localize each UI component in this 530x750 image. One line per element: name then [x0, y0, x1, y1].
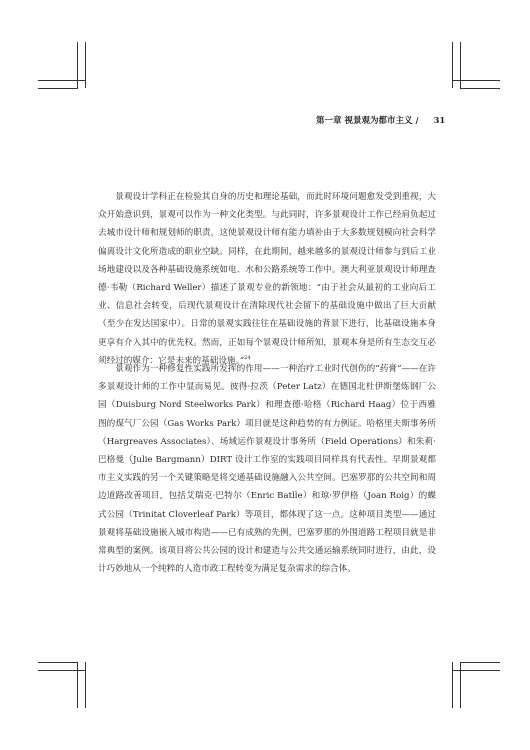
running-header [316, 114, 446, 126]
paragraph-2-text: 景观作为一种修复性实践所发挥的作用——一种治疗工业时代创伤的“药膏”——在许多景观设计师的工作中显而易见。彼得·拉茨（Peter Latz）在德国北杜伊斯堡炼钢厂公园（Duisburg Nord Steelworks Park）和理查德·哈格（Richard Haag）位于西雅图的煤气厂公园（Gas Works Park）项目就是这种趋势的有力例证。哈格里夫斯事务所（Hargreaves Associates）、场域运作景观设计事务所（Field Operations）和朱莉·巴格曼（Julie Bargmann）DIRT 设计工作室的实践项目同样具有代表性。早期景观都市主义实践的另一个关键策略是将交通基础设施融入公共空间。巴塞罗那的公共空间和周边道路改善项目，包括艾瑞克·巴特尔（Enric Batlle）和琼·罗伊格（Joan Roig）的蝶式公园（Trinitat Cloverleaf Park）等项目，都体现了这一点。这种项目类型——通过景观将基础设施嵌入城市构造——已有成熟的先例，巴塞罗那的外围道路工程项目就是非常典型的案例。该项目将公共公园的设计和建造与公共交通运输系统同时进行，由此，设计巧妙地从一个纯粹的人造市政工程转变为满足复杂需求的综合体。 [98, 364, 436, 575]
crop-mark-top-left-h [38, 80, 86, 81]
crop-mark-top-right-v [452, 42, 453, 88]
body-paragraph-1-block [98, 188, 436, 370]
crop-mark-bottom-right-v [452, 662, 453, 708]
crop-mark-top-right-h [452, 80, 500, 81]
crop-mark-bottom-right-v2 [460, 662, 461, 708]
crop-mark-top-left-h2 [38, 88, 78, 89]
body-paragraph-1 [98, 188, 436, 370]
chapter-title: 第一章 视景观为都市主义 [316, 116, 413, 126]
page-number: 31 [433, 116, 446, 126]
crop-mark-top-left-v [77, 42, 78, 88]
crop-mark-bottom-left-v [77, 662, 78, 708]
crop-mark-bottom-left-h [38, 662, 78, 663]
crop-mark-bottom-right-h2 [452, 670, 500, 671]
body-paragraph-2 [98, 360, 436, 578]
crop-mark-top-right-v2 [460, 42, 461, 88]
crop-mark-bottom-left-v2 [85, 662, 86, 708]
crop-mark-bottom-right-h [460, 662, 500, 663]
paragraph-1-text: 景观设计学科正在检验其自身的历史和理论基础，而此时环境问题愈发受到重视，大众开始意识到，景观可以作为一种文化类型。与此同时，许多景观设计工作已经肩负起过去城市设计师和规划师的职责，这使景观设计师有能力填补由于大多数规划模向社会科学偏离设计文化所造成的职业空缺。同样，在此期间，越来越多的景观设计师参与到后工业场地建设以及各种基础设施系统如电、水和公路系统等工作中。澳大利亚景观设计师理查德·韦勒（Richard Weller）描述了景观专业的新领地：“由于社会从最初的工业向后工业、信息社会转变，后现代景观设计在清除现代社会留下的基础设施中做出了巨大贡献（至少在发达国家中）。日常的景观实践往往在基础设施的背景下进行，比基础设施本身更享有介入其中的优先权。然而，正如每个景观设计师所知，景观本身是所有生态交互必须经过的媒介：它是未来的基础设施。” [98, 192, 436, 366]
body-paragraph-2-block [98, 360, 436, 578]
footnote-ref-24: 24 [244, 354, 251, 361]
crop-mark-top-right-h2 [460, 88, 500, 89]
crop-mark-bottom-left-h2 [38, 670, 86, 671]
header-separator: / [415, 116, 419, 126]
crop-mark-top-left-v2 [85, 42, 86, 88]
